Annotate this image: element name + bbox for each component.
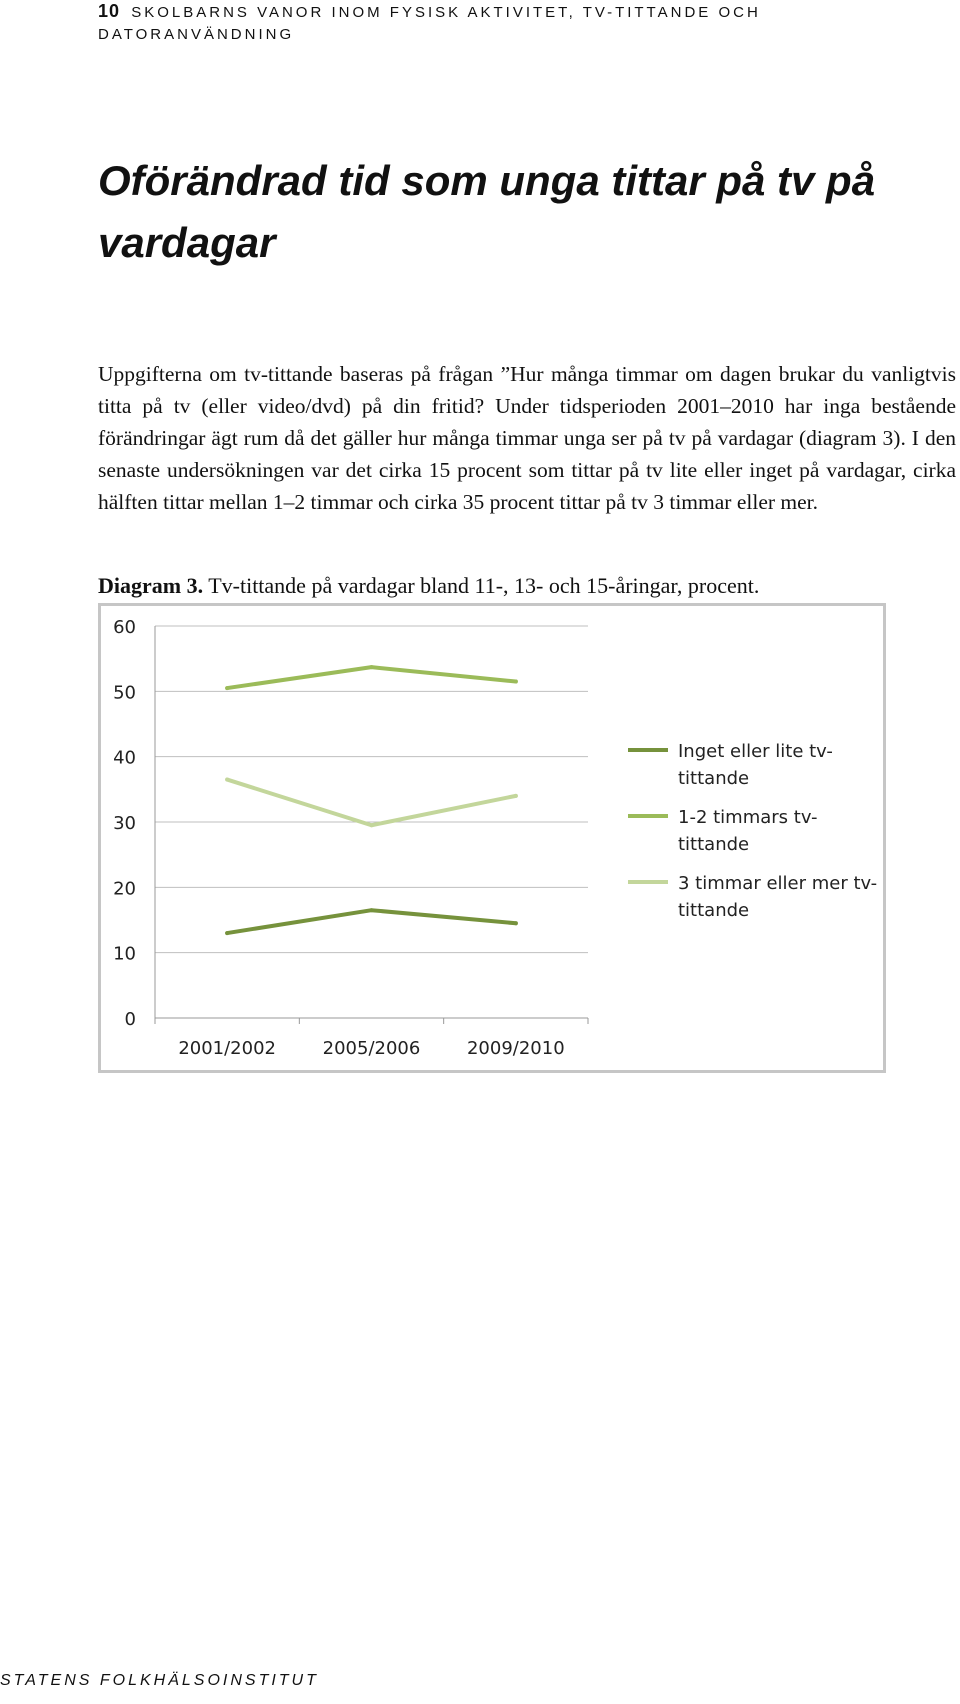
data-point [514,921,518,925]
line-chart [98,603,888,1078]
running-head [98,0,918,46]
data-point [370,665,374,669]
y-tick-label: 10 [113,943,136,965]
data-point [514,680,518,684]
y-tick-label: 60 [113,617,136,638]
footer-publisher: STATENS FOLKHÄLSOINSTITUT [0,1672,319,1689]
series-line-2 [227,667,516,688]
data-point [370,908,374,912]
section-title: Oförändrad tid som unga tittar på tv på vardagar [98,157,876,266]
data-point [225,931,229,935]
caption-text: Tv-tittande på vardagar bland 11-, 13- och 15-åringar, procent. [208,573,760,598]
diagram-caption [98,570,918,602]
legend-label: tittande [678,900,750,921]
data-point [225,778,229,782]
running-title: SKOLBARNS VANOR INOM FYSISK AKTIVITET, TV-TITTANDE OCH DATORANVÄNDNING [98,4,761,43]
y-tick-label: 20 [113,878,136,900]
caption-label: Diagram 3. [98,573,204,598]
page-number: 10 [98,1,121,21]
body-paragraph: Uppgifterna om tv-tittande baseras på frågan ”Hur många timmar om dagen brukar du vanligtvis titta på tv (eller video/dvd) på din fritid? Under tidsperioden 2001–2010 har inga bestående förändringar ägt rum då det gäller hur många timmar unga ser på tv på vardagar (diagram 3). I den senaste undersökningen var det cirka 15 procent som tittar på tv lite eller inget på vardagar, cirka hälften tittar mellan 1–2 timmar och cirka 35 procent tittar på tv 3 timmar eller mer. [98,362,956,514]
legend-label: 3 timmar eller mer tv- [678,873,878,894]
series-line-1 [227,910,516,933]
data-point [370,823,374,827]
legend-label: tittande [678,768,750,789]
y-tick-label: 50 [113,682,136,704]
legend-label: tittande [678,834,750,855]
data-point [514,794,518,798]
x-tick-label: 2009/2010 [466,1038,565,1059]
y-tick-label: 0 [124,1009,136,1030]
y-tick-label: 40 [113,747,136,769]
x-tick-label: 2001/2002 [178,1038,277,1059]
data-point [225,686,229,690]
legend-label: Inget eller lite tv- [678,741,833,762]
x-tick-label: 2005/2006 [322,1038,421,1059]
legend-label: 1-2 timmars tv- [678,807,818,828]
y-tick-label: 30 [113,813,136,834]
series-line-3 [227,780,516,826]
